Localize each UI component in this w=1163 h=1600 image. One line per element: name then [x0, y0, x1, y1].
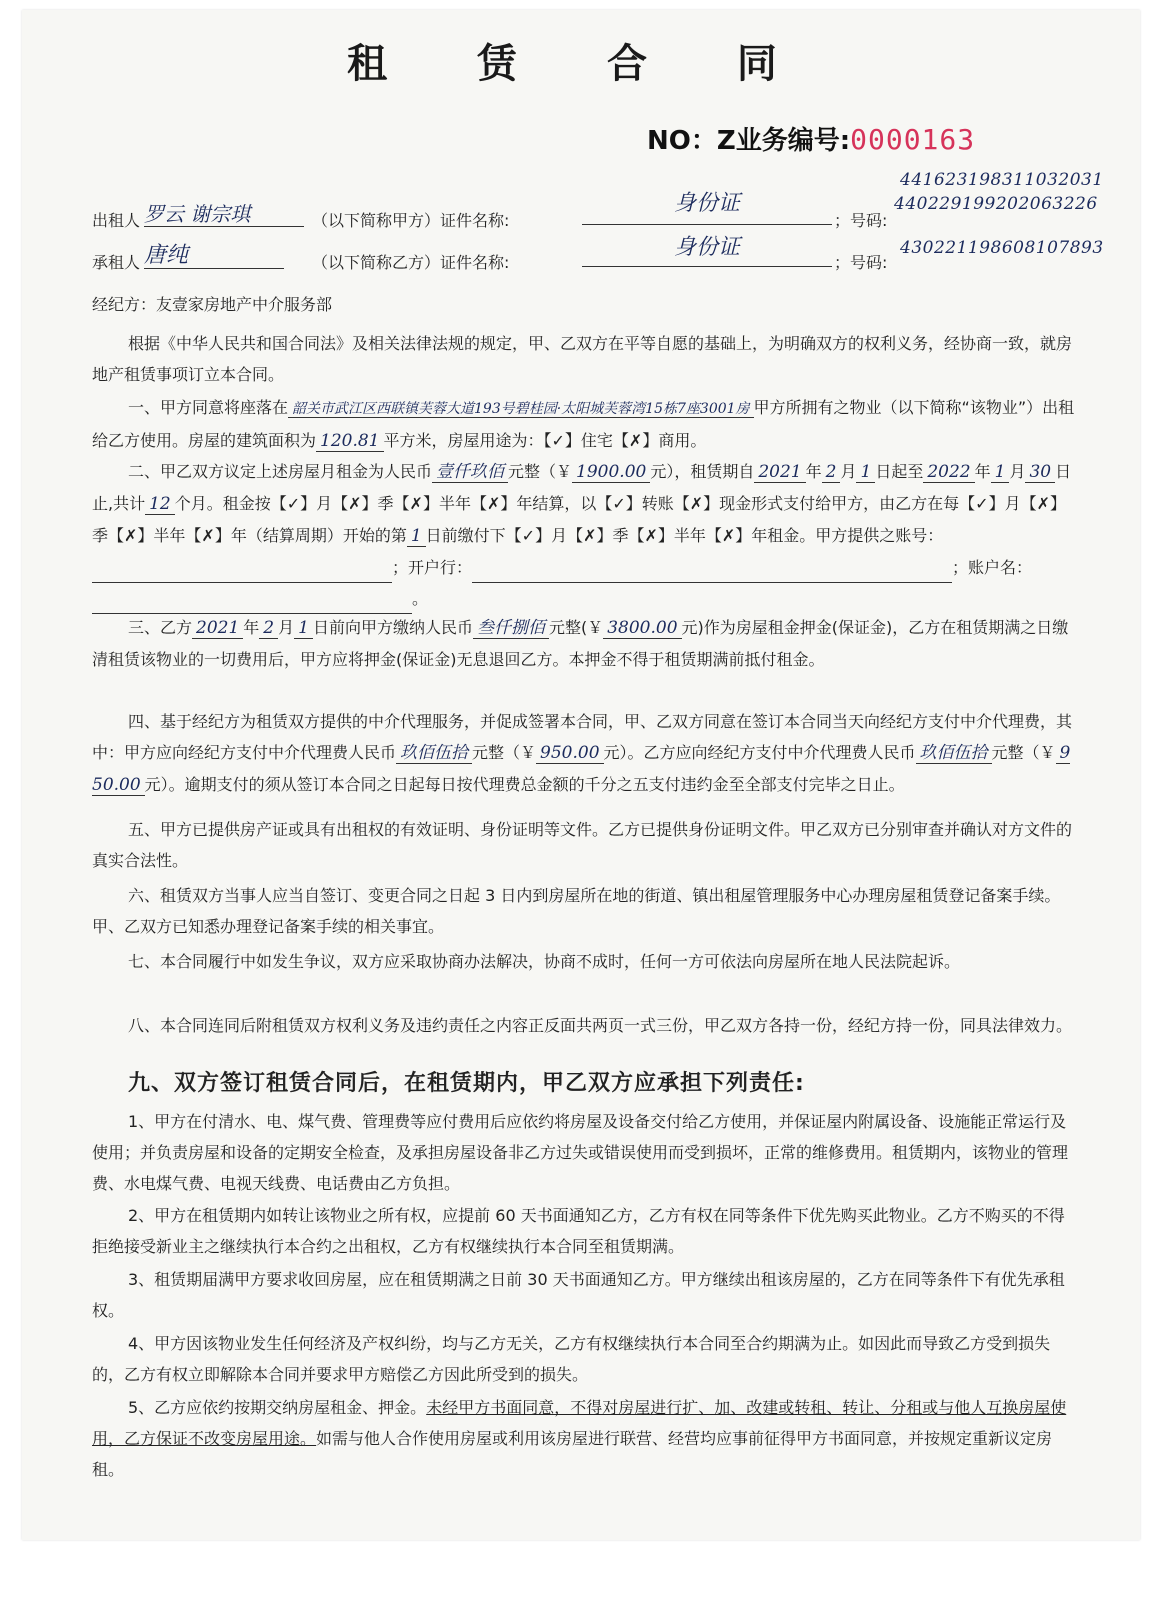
- clause-9-item-5: [92, 1392, 1077, 1485]
- lessee-name: 唐纯: [144, 238, 284, 269]
- deposit-day: 1: [294, 618, 313, 639]
- lease-start-year: 2021: [754, 462, 805, 483]
- clause-2-n: 。: [412, 589, 429, 608]
- clause-3-f: 元)作为房屋租金押金(保证金)，乙方在租赁期满之日缴清租赁该物业的一切费用后，甲方应将押金(保证金)无息退回乙方。本押金不得于租赁期满前抵付租金。: [92, 618, 1069, 669]
- contract-number-value: 0000163: [850, 123, 976, 156]
- lease-start-day: 1: [856, 462, 875, 483]
- deposit-year: 2021: [192, 618, 243, 639]
- clause-2-j: 个月。租金按【✓】月【✗】季【✗】半年【✗】年结算，以【✓】转账【✗】现金形式支付给甲方，由乙方在每【✓】月【✗】季【✗】半年【✗】年（结算周期）开始的第: [92, 494, 1066, 545]
- clause-9-item-5-b: 如需与他人合作使用房屋或利用该房屋进行联营、经营均应事前征得甲方书面同意，并按规定重新议定房租。: [92, 1429, 1053, 1479]
- lessor-suffix: （以下简称甲方）证件名称:: [312, 211, 510, 230]
- clause-1-a: 一、甲方同意将座落在: [128, 398, 289, 417]
- lessor-id-label: ；号码:: [834, 211, 888, 230]
- rent-words: 壹仟玖佰: [432, 462, 508, 483]
- lessee-suffix: （以下简称乙方）证件名称:: [312, 253, 510, 272]
- agent-line: 经纪方：友壹家房地产中介服务部: [92, 295, 333, 314]
- clause-6: 六、租赁双方当事人应当自签订、变更合同之日起 3 日内到房屋所在地的街道、镇出租屋管理服务中心办理房屋租赁登记备案手续。甲、乙双方已知悉办理登记备案手续的相关事宜。: [92, 886, 1061, 936]
- contract-title: 租 赁 合 同: [347, 41, 815, 87]
- clause-1: [92, 392, 1077, 457]
- contract-number: [647, 120, 975, 157]
- clause-3-c: 月: [278, 618, 295, 637]
- fee-lessor-words: 玖佰伍拾: [396, 743, 472, 764]
- bank-blank: [472, 560, 952, 583]
- property-address: 韶关市武江区西联镇芙蓉大道193号碧桂园·太阳城芙蓉湾15栋7座3001房: [288, 401, 754, 418]
- account-number-blank: [92, 560, 392, 583]
- clause-1-c: 平方米，房屋用途为：【✓】住宅【✗】商用。: [383, 431, 707, 450]
- clause-4-e: 元）。逾期支付的须从签订本合同之日起每日按代理费总金额的千分之五支付违约金至全部支付完毕之日止。: [144, 775, 905, 794]
- account-name-blank: [92, 591, 412, 614]
- deposit-words: 叁仟捌佰: [473, 618, 549, 639]
- clause-4: [92, 706, 1077, 801]
- lease-end-year: 2022: [923, 462, 974, 483]
- clause-3-e: 元整(￥: [548, 618, 604, 637]
- clause-1-b: 甲方所拥有之物业（以下简称“该物业”）出租给乙方使用。房屋的建筑面积为: [92, 398, 1075, 450]
- clause-2-k: 日前缴付下【✓】月【✗】季【✗】半年【✗】年租金。甲方提供之账号：: [425, 526, 944, 545]
- lessor-id-number-2: 440229199202063226: [894, 194, 1098, 214]
- clause-2-c: 元），租赁期自: [650, 462, 755, 481]
- lessee-label: 承租人: [92, 253, 141, 272]
- lessee-id-type: 身份证: [582, 230, 832, 267]
- contract-page: [22, 10, 1140, 1540]
- clause-9-item-3: 3、租赁期届满甲方要求收回房屋，应在租赁期满之日前 30 天书面通知乙方。甲方继续出租该房屋的，乙方在同等条件下有优先承租权。: [92, 1270, 1065, 1320]
- lessor-id-type: 身份证: [582, 186, 832, 225]
- contract-number-prefix: NO：Z业务编号:: [647, 126, 851, 156]
- lease-end-month: 1: [991, 462, 1010, 483]
- clause-2: [92, 456, 1077, 614]
- clause-2-d: 年: [805, 462, 822, 481]
- lessee-id-label: ；号码:: [834, 253, 888, 272]
- lease-end-day: 30: [1025, 462, 1055, 483]
- clause-3-a: 三、乙方: [128, 618, 193, 637]
- clause-9-item-5-underlined: 未经甲方书面同意，不得对房屋进行扩、加、改建或转租、转让、分租或与他人互换房屋使用，乙方保证不改变房屋用途。: [92, 1398, 1067, 1448]
- clause-2-h: 月: [1009, 462, 1026, 481]
- clause-7: 七、本合同履行中如发生争议，双方应采取协商办法解决，协商不成时，任何一方可依法向房屋所在地人民法院起诉。: [128, 952, 961, 971]
- clause-2-f: 日起至: [875, 462, 924, 481]
- rent-amount: 1900.00: [572, 462, 650, 483]
- clause-9-item-1: 1、甲方在付清水、电、煤气费、管理费等应付费用后应依约将房屋及设备交付给乙方使用，并保证屋内附属设备、设施能正常运行及使用；并负责房屋和设备的定期安全检查，及承担房屋设备非乙方过失或错误使用而受到损坏，正常的维修费用。租赁期内，该物业的管理费、水电煤气费、电视天线费、电话费由乙方负担。: [92, 1112, 1069, 1193]
- lessor-label: 出租人: [92, 211, 141, 230]
- clause-2-m: ；账户名：: [952, 558, 1033, 577]
- lease-months: 12: [145, 494, 175, 515]
- clause-4-c: 元）。乙方应向经纪方支付中介代理费人民币: [603, 743, 916, 762]
- clause-8: 八、本合同连同后附租赁双方权利义务及违约责任之内容正反面共两页一式三份，甲乙双方各持一份，经纪方持一份，同具法律效力。: [128, 1016, 1073, 1035]
- lessee-id-number: 430221198608107893: [900, 238, 1104, 258]
- clause-2-g: 年: [974, 462, 991, 481]
- building-area: 120.81: [316, 431, 383, 452]
- clause-3-d: 日前向甲方缴纳人民币: [312, 618, 473, 637]
- clause-5: 五、甲方已提供房产证或具有出租权的有效证明、身份证明等文件。乙方已提供身份证明文件。甲乙双方已分别审查并确认对方文件的真实合法性。: [92, 820, 1073, 870]
- clause-2-i: 日止,共计: [92, 462, 1072, 513]
- intro-paragraph: 根据《中华人民共和国合同法》及相关法律法规的规定，甲、乙双方在平等自愿的基础上，为明确双方的权利义务，经协商一致，就房地产租赁事项订立本合同。: [92, 334, 1073, 384]
- clause-4-b: 元整（￥: [472, 743, 537, 762]
- clause-3: [92, 612, 1077, 675]
- clause-2-l: ；开户行：: [392, 558, 473, 577]
- clause-2-b: 元整（￥: [508, 462, 573, 481]
- deposit-amount: 3800.00: [603, 618, 681, 639]
- fee-lessee-amount: 950.00: [92, 743, 1071, 795]
- fee-lessor-amount: 950.00: [536, 743, 603, 764]
- pay-day: 1: [407, 526, 426, 547]
- clause-2-e: 月: [840, 462, 857, 481]
- lessor-name: 罗云 谢宗琪: [144, 198, 304, 227]
- clause-9-item-2: 2、甲方在租赁期内如转让该物业之所有权，应提前 60 天书面通知乙方，乙方有权在同等条件下优先购买此物业。乙方不购买的不得拒绝接受新业主之继续执行本合约之出租权，乙方有权继续执行本合同至租赁期满。: [92, 1206, 1065, 1256]
- lessor-id-number-1: 441623198311032031: [900, 170, 1104, 190]
- lease-start-month: 2: [822, 462, 841, 483]
- clause-9-item-5-a: 5、乙方应依约按期交纳房屋租金、押金。: [128, 1398, 427, 1417]
- clause-9-title: 九、双方签订租赁合同后，在租赁期内，甲乙双方应承担下列责任:: [128, 1071, 805, 1096]
- deposit-month: 2: [259, 618, 278, 639]
- fee-lessee-words: 玖佰伍拾: [916, 743, 992, 764]
- clause-4-a: 四、基于经纪方为租赁双方提供的中介代理服务，并促成签署本合同，甲、乙双方同意在签订本合同当天向经纪方支付中介代理费，其中：甲方应向经纪方支付中介代理费人民币: [92, 712, 1073, 762]
- clause-3-b: 年: [243, 618, 260, 637]
- clause-2-a: 二、甲乙双方议定上述房屋月租金为人民币: [128, 462, 433, 481]
- clause-4-d: 元整（￥: [991, 743, 1056, 762]
- clause-9-item-4: 4、甲方因该物业发生任何经济及产权纠纷，均与乙方无关，乙方有权继续执行本合同至合约期满为止。如因此而导致乙方受到损失的，乙方有权立即解除本合同并要求甲方赔偿乙方因此所受到的损失。: [92, 1334, 1051, 1384]
